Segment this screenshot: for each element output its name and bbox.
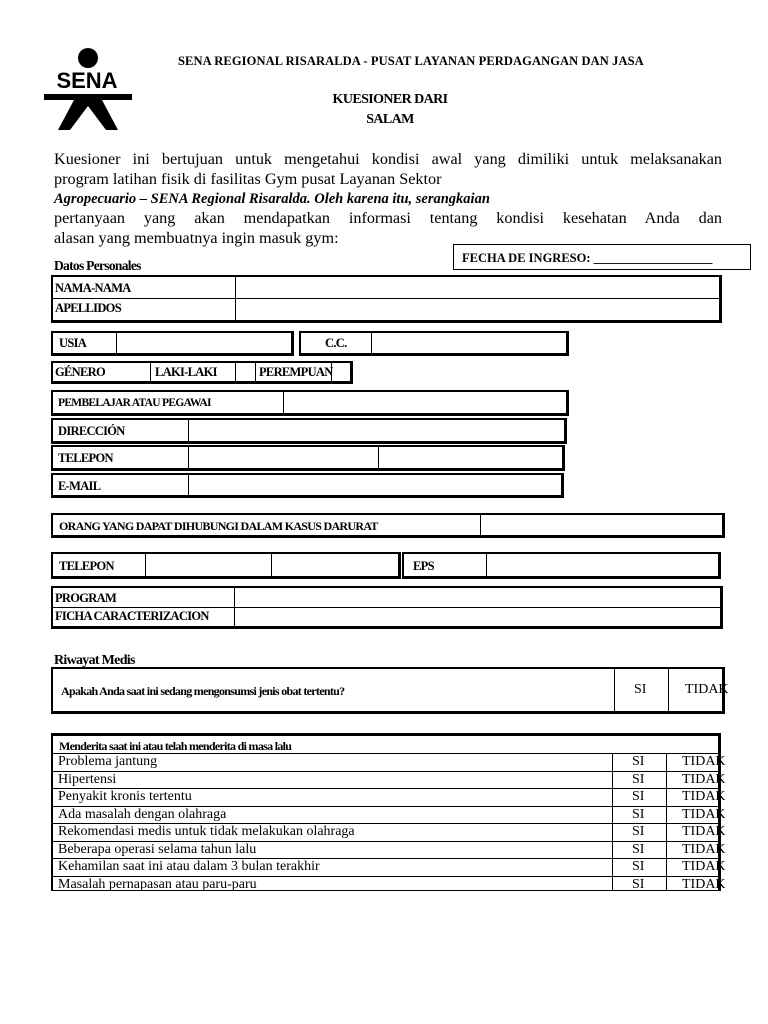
medical-history-label: Beberapa operasi selama tahun lalu — [58, 841, 257, 857]
medication-tidak-option[interactable]: TIDAK — [685, 682, 729, 697]
medical-history-row — [53, 788, 726, 806]
sena-logo-icon — [40, 46, 136, 134]
medical-history-tidak-option[interactable]: TIDAK — [682, 806, 726, 822]
medical-history-tidak-option[interactable]: TIDAK — [682, 771, 726, 787]
medical-history-label: Hipertensi — [58, 771, 117, 787]
medication-question: Apakah Anda saat ini sedang mengonsumsi jenis obat tertentu? — [61, 684, 345, 698]
medical-history-tidak-option[interactable]: TIDAK — [682, 859, 726, 874]
pembelajar-input[interactable] — [285, 392, 566, 413]
label-email: E-MAIL — [58, 479, 101, 493]
medical-history-row — [53, 876, 726, 894]
label-cc: C.C. — [325, 336, 347, 350]
page-subtitle: SALAM — [366, 112, 414, 127]
intro-line-2: program latihan fisik di fasilitas Gym pusat Layanan Sektor — [54, 170, 442, 188]
medical-history-row — [53, 753, 726, 771]
medical-history-si-option[interactable]: SI — [632, 806, 645, 822]
telepon-input-1[interactable] — [190, 447, 378, 468]
medical-history-row — [53, 806, 726, 824]
medical-history-label: Problema jantung — [58, 754, 158, 769]
cc-input[interactable] — [373, 333, 566, 353]
page-title: KUESIONER DARI — [332, 92, 448, 107]
medical-history-row — [53, 823, 726, 841]
medical-history-label: Kehamilan saat ini atau dalam 3 bulan terakhir — [58, 859, 320, 874]
medical-history-label: Penyakit kronis tertentu — [58, 789, 192, 804]
medical-history-tidak-option[interactable]: TIDAK — [682, 789, 726, 804]
label-direccion: DIRECCIÓN — [58, 424, 125, 438]
medical-history-label: Rekomendasi medis untuk tidak melakukan olahraga — [58, 824, 355, 839]
medical-history-row — [53, 858, 726, 876]
telepon2-box — [51, 552, 401, 579]
section-datos-personales: Datos Personales — [54, 258, 141, 273]
label-ficha: FICHA CARACTERIZACION — [55, 609, 209, 623]
org-header: SENA REGIONAL RISARALDA - PUSAT LAYANAN PERDAGANGAN DAN JASA — [178, 54, 644, 68]
medical-history-si-option[interactable]: SI — [632, 859, 645, 874]
medical-history-tidak-option[interactable]: TIDAK — [682, 754, 726, 769]
email-box — [51, 473, 564, 498]
email-input[interactable] — [190, 475, 561, 495]
program-table — [51, 586, 723, 629]
medical-history-tidak-option[interactable]: TIDAK — [682, 841, 726, 857]
laki-laki-checkbox[interactable] — [236, 363, 255, 381]
direccion-box — [51, 418, 567, 444]
label-telepon-2: TELEPON — [59, 559, 114, 573]
medication-question-box — [51, 667, 729, 714]
eps-input[interactable] — [488, 554, 718, 576]
fecha-de-ingreso-field[interactable]: FECHA DE INGRESO: ___________________ — [462, 251, 713, 265]
section-riwayat-medis: Riwayat Medis — [54, 653, 135, 668]
medical-history-tidak-option[interactable]: TIDAK — [682, 824, 726, 839]
intro-line-3: Agropecuario – SENA Regional Risaralda. Oleh karena itu, serangkaian — [54, 191, 490, 207]
medication-si-option[interactable]: SI — [634, 682, 647, 697]
sena-logo-text: SENA — [56, 68, 118, 93]
emergency-contact-input[interactable] — [482, 515, 722, 535]
label-pembelajar: PEMBELAJAR ATAU PEGAWAI — [58, 397, 211, 409]
genero-box — [51, 361, 353, 384]
label-apellidos: APELLIDOS — [55, 301, 121, 315]
option-perempuan[interactable]: PEREMPUAN — [259, 365, 333, 379]
cc-box — [299, 331, 569, 356]
option-laki-laki[interactable]: LAKI-LAKI — [155, 365, 217, 379]
medical-history-title: Menderita saat ini atau telah menderita di masa lalu — [59, 739, 292, 753]
label-usia: USIA — [59, 336, 87, 350]
nama-input[interactable] — [237, 277, 719, 297]
medical-history-label: Masalah pernapasan atau paru-paru — [58, 876, 257, 892]
fecha-box — [453, 244, 751, 270]
apellidos-input[interactable] — [237, 299, 719, 320]
telepon-input-2[interactable] — [380, 447, 562, 468]
label-telepon: TELEPON — [58, 451, 113, 465]
label-nama: NAMA-NAMA — [55, 281, 131, 295]
label-eps: EPS — [413, 559, 434, 573]
usia-input[interactable] — [118, 333, 291, 353]
label-program: PROGRAM — [55, 591, 117, 605]
medical-history-si-option[interactable]: SI — [632, 754, 645, 769]
label-genero: GÉNERO — [55, 365, 105, 379]
emergency-telepon-input-1[interactable] — [147, 554, 271, 576]
eps-box — [402, 552, 721, 579]
medical-history-si-option[interactable]: SI — [632, 876, 645, 892]
medical-history-si-option[interactable]: SI — [632, 841, 645, 857]
intro-line-1: Kuesioner ini bertujuan untuk mengetahui kondisi awal yang dimiliki untuk melaksanakan — [54, 150, 722, 168]
name-table — [51, 275, 722, 323]
medical-history-row — [53, 841, 726, 859]
intro-line-4: pertanyaan yang akan mendapatkan informasi tentang kondisi kesehatan Anda dan — [54, 209, 722, 227]
program-input[interactable] — [236, 588, 720, 606]
ficha-input[interactable] — [236, 608, 720, 626]
sena-logo — [40, 46, 136, 134]
medical-history-tidak-option[interactable]: TIDAK — [682, 876, 726, 892]
usia-box — [51, 331, 294, 356]
pembelajar-box — [51, 390, 569, 416]
medical-history-si-option[interactable]: SI — [632, 771, 645, 787]
medical-history-label: Ada masalah dengan olahraga — [58, 806, 227, 822]
emergency-contact-box — [51, 513, 725, 538]
medical-history-row — [53, 771, 726, 789]
intro-line-5: alasan yang membuatnya ingin masuk gym: — [54, 229, 339, 247]
telepon-box — [51, 445, 565, 471]
medical-history-table — [51, 733, 726, 892]
medical-history-si-option[interactable]: SI — [632, 789, 645, 804]
emergency-telepon-input-2[interactable] — [273, 554, 398, 576]
direccion-input[interactable] — [190, 420, 564, 441]
medical-history-si-option[interactable]: SI — [632, 824, 645, 839]
label-emergency-contact: ORANG YANG DAPAT DIHUBUNGI DALAM KASUS DARURAT — [59, 519, 378, 533]
